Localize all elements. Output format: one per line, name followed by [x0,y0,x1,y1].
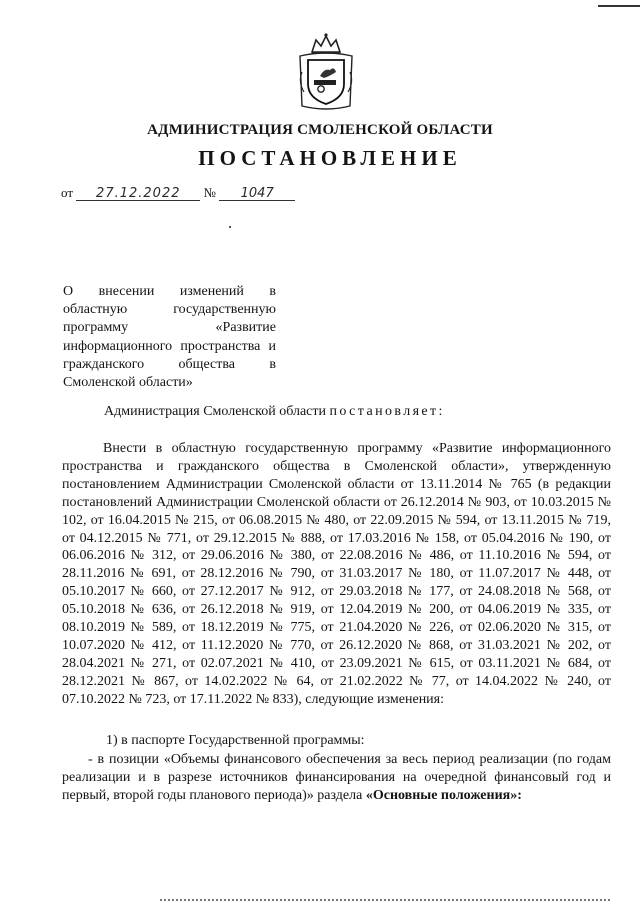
date-number-line [61,185,295,201]
date-prefix: от [61,185,74,200]
document-type-title: ПОСТАНОВЛЕНИЕ [198,146,462,170]
top-edge-line [598,5,640,7]
item-1-paragraph [62,751,611,805]
body-paragraph: Внести в областную государственную программу «Развитие информационного пространства и гражданского общества в Смоленской области», утвержденную постановлением Администрации Смоленской области от 13.11.2014 № 765 (в редакции постановлений Администрации Смоленской области от 26.12.2014 № 903, от 10.03.2015 № 102, от 16.04.2015 № 215, от 06.08.2015 № 480, от 22.09.2015 № 594, от 13.11.2015 № 719, от 04.12.2015 № 771, от 29.12.2015 № 888, от 17.03.2016 № 158, от 05.04.2016 № 190, от 06.06.2016 № 312, от 29.06.2016 № 380, от 22.08.2016 № 486, от 11.10.2016 № 594, от 28.11.2016 № 691, от 28.12.2016 № 790, от 31.03.2017 № 180, от 11.07.2017 № 448, от 05.10.2017 № 660, от 27.12.2017 № 912, от 29.03.2018 № 177, от 24.08.2018 № 568, от 05.10.2018 № 636, от 26.12.2018 № 919, от 12.04.2019 № 200, от 04.06.2019 № 335, от 08.10.2019 № 589, от 18.12.2019 № 775, от 21.04.2020 № 226, от 02.06.2020 № 315, от 10.07.2020 № 412, от 11.12.2020 № 770, от 26.12.2020 № 868, от 31.03.2021 № 202, от 28.04.2021 № 271, от 02.07.2021 № 410, от 23.09.2021 № 615, от 03.11.2021 № 684, от 28.12.2021 № 867, от 14.02.2022 № 64, от 21.02.2022 № 77, от 14.04.2022 № 240, от 07.10.2022 № 723, от 17.11.2022 № 833), следующие изменения: [62,441,611,707]
preamble [104,404,445,420]
bottom-edge-marks [160,899,610,903]
handwritten-date: 27.12.2022 [76,187,200,201]
item-1-label: 1) в паспорте Государственной программы: [106,733,365,748]
item-1-bold: «Основные положения» [365,788,518,803]
stray-mark [229,226,231,228]
handwritten-number: 1047 [219,187,295,201]
preamble-action: постановляет: [329,404,445,419]
preamble-text: Администрация Смоленской области [104,404,330,419]
document-subject: О внесении изменений в областную государственную программу «Развитие информационного пространства и гражданского общества в Смоленской области» [63,284,276,391]
organization-title: АДМИНИСТРАЦИЯ СМОЛЕНСКОЙ ОБЛАСТИ [147,122,493,138]
item-1-text: - в позиции «Объемы финансового обеспечения за весь период реализации (по годам реализации и в разрезе источников финансирования на очередной финансовый год и первый, второй годы планового периода)» раздела [62,752,611,803]
number-sign: № [203,185,216,200]
item-1-tail: : [517,788,522,803]
smolensk-coat-of-arms-icon [294,32,358,114]
